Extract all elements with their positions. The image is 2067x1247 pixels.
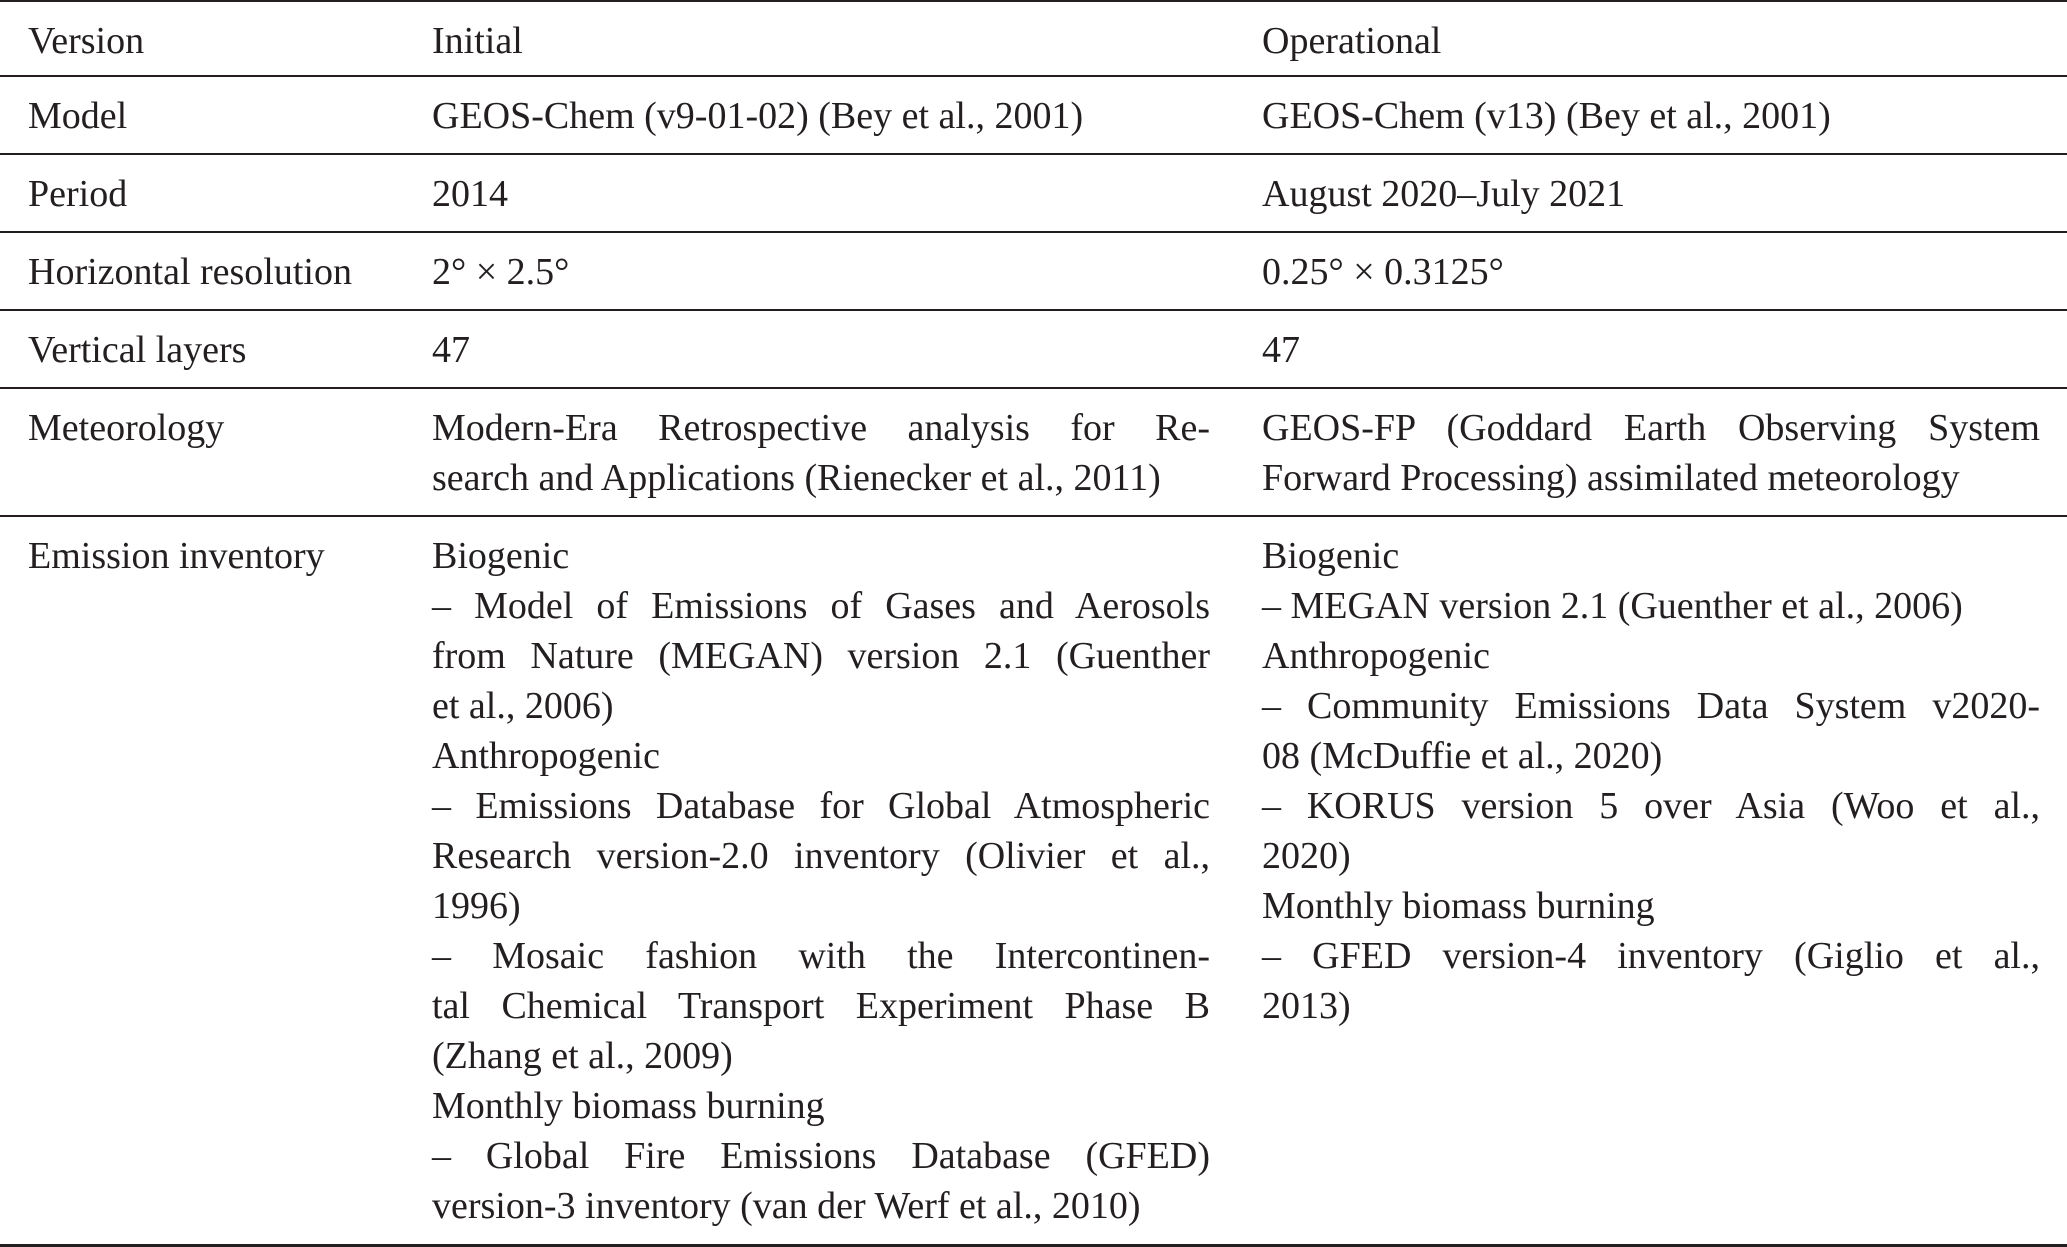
cell-line: tal Chemical Transport Experiment Phase B: [432, 985, 1210, 1027]
table-row-meteorology: [0, 389, 2067, 517]
header-initial: Initial: [432, 20, 523, 62]
operational-cell: [1262, 389, 2040, 503]
cell-line: search and Applications (Rienecker et al., 2011): [432, 457, 1161, 499]
cell-line: – Global Fire Emissions Database (GFED): [432, 1135, 1210, 1177]
cell-line: 2014: [432, 173, 508, 215]
initial-cell: [432, 77, 1210, 141]
cell-line: Biogenic: [1262, 535, 1400, 577]
operational-cell: [1262, 517, 2040, 1031]
cell-line: Research version-2.0 inventory (Olivier et al.,: [432, 835, 1210, 877]
cell-line: 1996): [432, 885, 521, 927]
cell-line: Anthropogenic: [1262, 635, 1490, 677]
cell-line: 2° × 2.5°: [432, 251, 570, 293]
cell-line: – KORUS version 5 over Asia (Woo et al.,: [1262, 785, 2040, 827]
cell-line: 47: [1262, 329, 1300, 371]
table-row-horizontal-resolution: [0, 233, 2067, 311]
row-label: Model: [28, 95, 128, 137]
cell-line: 47: [432, 329, 470, 371]
table-row-model: [0, 77, 2067, 155]
cell-line: version-3 inventory (van der Werf et al., 2010): [432, 1185, 1141, 1227]
cell-line: – MEGAN version 2.1 (Guenther et al., 2006): [1262, 585, 1963, 627]
initial-cell: [432, 311, 1210, 375]
cell-line: August 2020–July 2021: [1262, 173, 1626, 215]
cell-line: from Nature (MEGAN) version 2.1 (Guenther: [432, 635, 1210, 677]
initial-cell: [432, 233, 1210, 297]
cell-line: 0.25° × 0.3125°: [1262, 251, 1504, 293]
initial-cell: [432, 155, 1210, 219]
cell-line: GEOS-Chem (v13) (Bey et al., 2001): [1262, 95, 1831, 137]
initial-cell: [432, 389, 1210, 503]
cell-line: – Mosaic fashion with the Intercontinen-: [432, 935, 1210, 977]
cell-line: – Community Emissions Data System v2020-: [1262, 685, 2040, 727]
operational-cell: [1262, 311, 2040, 375]
cell-line: Monthly biomass burning: [432, 1085, 825, 1127]
operational-cell: [1262, 77, 2040, 141]
initial-cell: [432, 517, 1210, 1231]
cell-line: Modern-Era Retrospective analysis for Re-: [432, 407, 1210, 449]
row-label: Horizontal resolution: [28, 251, 352, 293]
cell-line: 2013): [1262, 985, 1351, 1027]
header-version: Version: [28, 20, 145, 62]
cell-line: GEOS-Chem (v9-01-02) (Bey et al., 2001): [432, 95, 1084, 137]
cell-line: – Emissions Database for Global Atmospheric: [432, 785, 1210, 827]
cell-line: 2020): [1262, 835, 1351, 877]
table-row-emission-inventory: [0, 517, 2067, 1247]
row-label: Meteorology: [28, 407, 225, 449]
cell-line: – Model of Emissions of Gases and Aerosols: [432, 585, 1210, 627]
table-header-row: [0, 0, 2067, 77]
cell-line: et al., 2006): [432, 685, 614, 727]
row-label: Period: [28, 173, 128, 215]
row-label: Vertical layers: [28, 329, 247, 371]
table-row-vertical-layers: [0, 311, 2067, 389]
header-operational: Operational: [1262, 20, 1442, 62]
row-label: Emission inventory: [28, 535, 325, 577]
cell-line: – GFED version-4 inventory (Giglio et al.,: [1262, 935, 2040, 977]
cell-line: 08 (McDuffie et al., 2020): [1262, 735, 1663, 777]
cell-line: (Zhang et al., 2009): [432, 1035, 733, 1077]
cell-line: Forward Processing) assimilated meteorology: [1262, 457, 1960, 499]
cell-line: Anthropogenic: [432, 735, 660, 777]
cell-line: Monthly biomass burning: [1262, 885, 1655, 927]
operational-cell: [1262, 155, 2040, 219]
table-row-period: [0, 155, 2067, 233]
cell-line: GEOS-FP (Goddard Earth Observing System: [1262, 407, 2040, 449]
cell-line: Biogenic: [432, 535, 570, 577]
operational-cell: [1262, 233, 2040, 297]
